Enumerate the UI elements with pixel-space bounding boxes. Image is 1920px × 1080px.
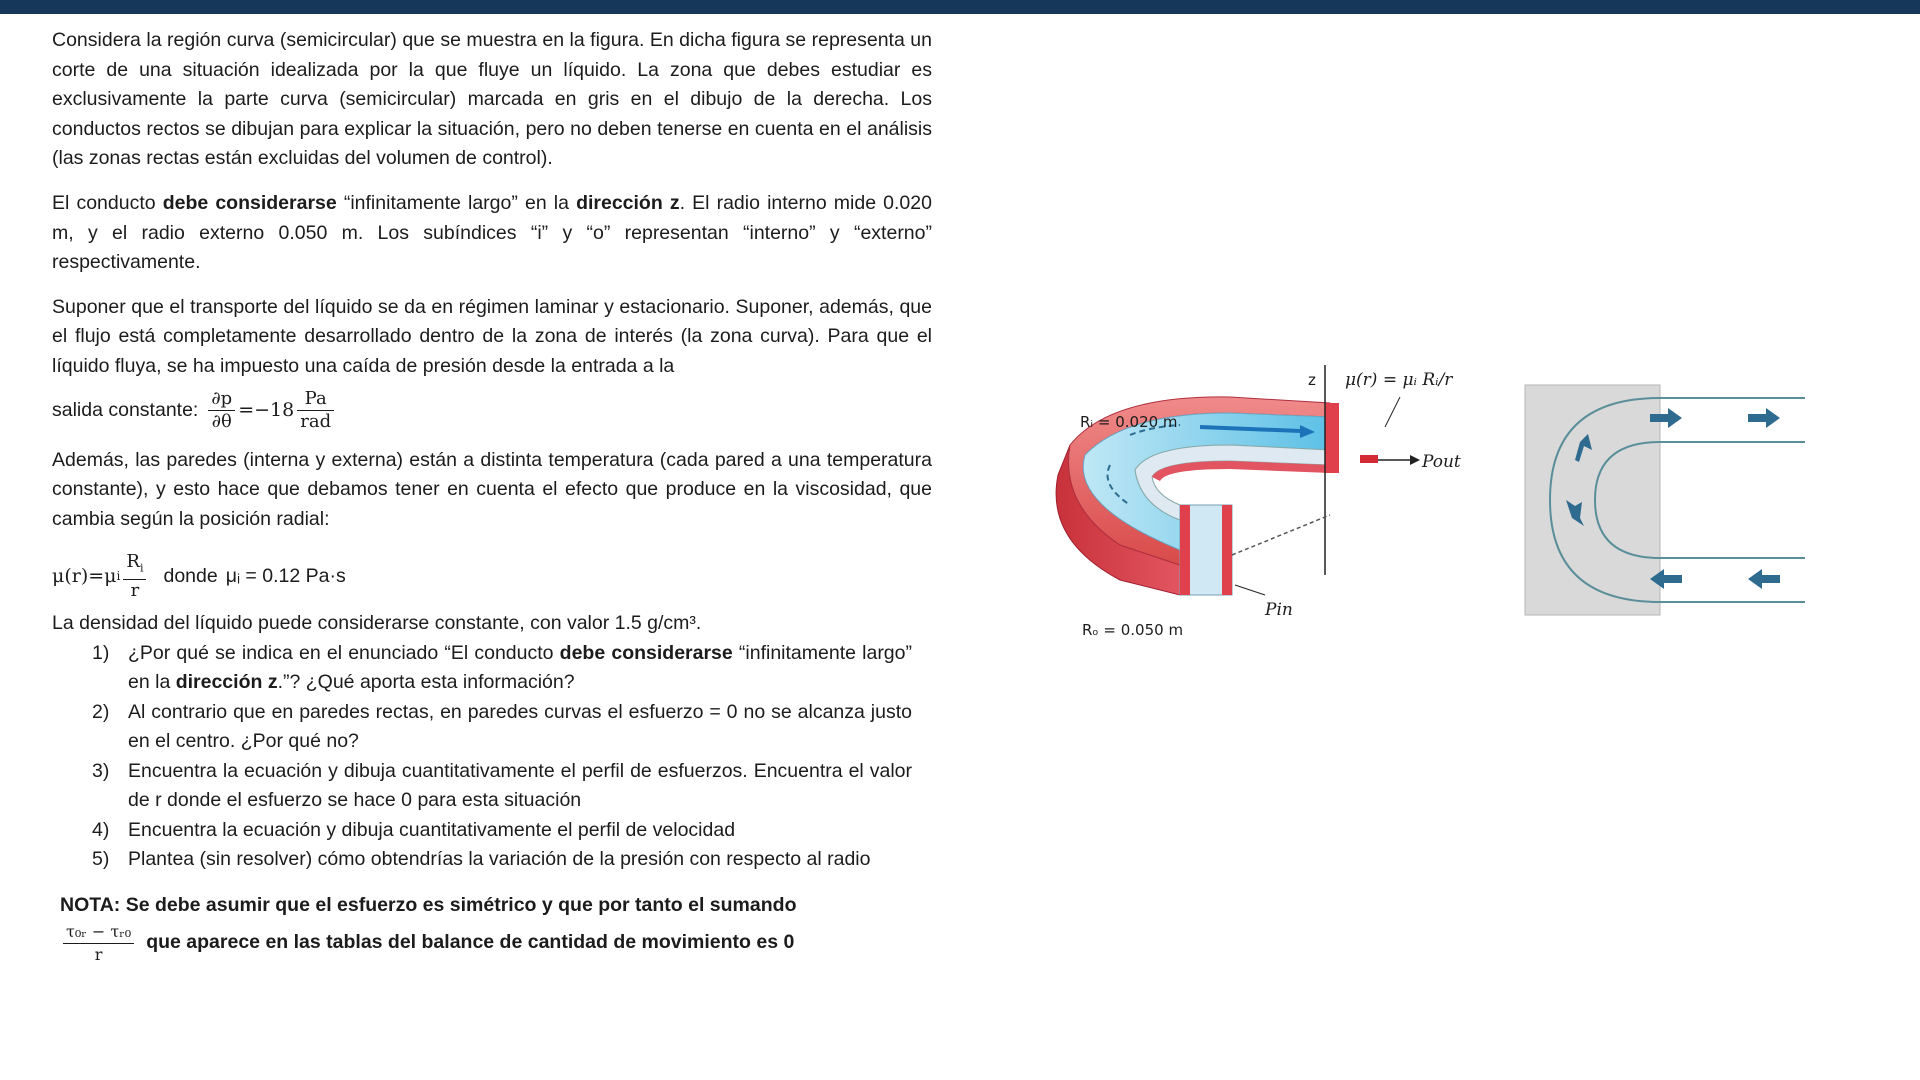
flow-paragraph: Suponer que el transporte del líquido se da en régimen laminar y estacionario. Suponer, además, que el flujo está completamente desarrollado dentro de la zona de interés (la zona curva). Para que el líquido fluya, se ha impuesto una caída de presión desde la entrada a la [52, 295, 932, 377]
ri-over-r-fraction: $\frac{R_i}{r}$ [123, 551, 146, 603]
questions-list [52, 639, 932, 875]
control-volume-region [1525, 385, 1660, 615]
problem-statement [52, 26, 932, 966]
dp-dtheta-fraction: $\frac{\partial p}{\partial\theta}$ [208, 388, 235, 433]
question-4: 4) Encuentra la ecuación y dibuja cuantitativamente el perfil de velocidad [92, 818, 736, 841]
ro-label: Rₒ = 0.050 m [1082, 621, 1184, 639]
conduit-paragraph: El conducto debe considerarse “infinitamente largo” en la dirección z. El radio interno mide 0.020 m, y el radio externo 0.050 m. Los subíndices “i” y “o” representan “interno” y “externo” respectivamente. [52, 191, 932, 274]
question-1: 1) ¿Por qué se indica en el enunciado “El conducto debe considerarse “infinitamente largo” en la dirección z.”? ¿Qué aporta esta información? [92, 641, 912, 694]
outlet-face [1325, 403, 1339, 473]
question-3: 3) Encuentra la ecuación y dibuja cuantitativamente el perfil de esfuerzos. Encuentra el valor de r donde el esfuerzo se hace 0 para esta situación [92, 759, 912, 812]
pressure-drop-equation: salida constante: $\frac{\partial p}{\partial\theta}$ =−18 $\frac{Pa}{\text{rad}}$ [52, 382, 932, 440]
flow-schematic [1520, 380, 1810, 620]
ri-label: Rᵢ = 0.020 m [1080, 413, 1178, 431]
intro-paragraph: Considera la región curva (semicircular) que se muestra en la figura. En dicha figura se representa un corte de una situación idealizada por la que fluye un líquido. La zona que debes estudiar es exclusivamente la parte curva (semicircular) marcada en gris en el dibujo de la derecha. Los conductos rectos se dibujan para explicar la situación, pero no deben tenerse en cuenta en el análisis (las zonas rectas están excluidas del volumen de control). [52, 29, 932, 170]
mu-label: μ(r) = μᵢ Rᵢ/r [1345, 370, 1453, 390]
question-2: 2) Al contrario que en paredes rectas, en paredes curvas el esfuerzo = 0 no se alcanza justo en el centro. ¿Por qué no? [92, 700, 912, 753]
density-paragraph: La densidad del líquido puede considerarse constante, con valor 1.5 g/cm³. [52, 612, 702, 635]
nota-line-1: NOTA: Se debe asumir que el esfuerzo es simétrico y que por tanto el sumando [60, 893, 797, 916]
viscosity-paragraph: Además, las paredes (interna y externa) están a distinta temperatura (cada pared a una temperatura constante), y esto hace que debamos tener en cuenta el efecto que produce en la viscosidad, que cambia según la posición radial: [52, 448, 932, 530]
viscosity-equation: μ(r)=μ i $\frac{R_i}{r}$ donde μᵢ = 0.12 Pa·s [52, 550, 346, 602]
z-axis-label: z [1308, 371, 1316, 389]
semicircular-duct-figure [1040, 355, 1500, 655]
stress-fraction: $\frac{\text{τ₀ᵣ − τᵣ₀}}{r}$ [63, 921, 134, 966]
top-bar [0, 0, 1920, 14]
pin-label: Pin [1265, 600, 1293, 620]
question-5: 5) Plantea (sin resolver) cómo obtendrías la variación de la presión con respecto al radio [92, 848, 871, 871]
unit-fraction: $\frac{Pa}{\text{rad}}$ [297, 388, 334, 433]
nota-line-2: $\frac{\text{τ₀ᵣ − τᵣ₀}}{r}$ que aparece en las tablas del balance de cantidad de movimiento es 0 [52, 921, 932, 966]
pout-label: Pout [1422, 452, 1461, 472]
